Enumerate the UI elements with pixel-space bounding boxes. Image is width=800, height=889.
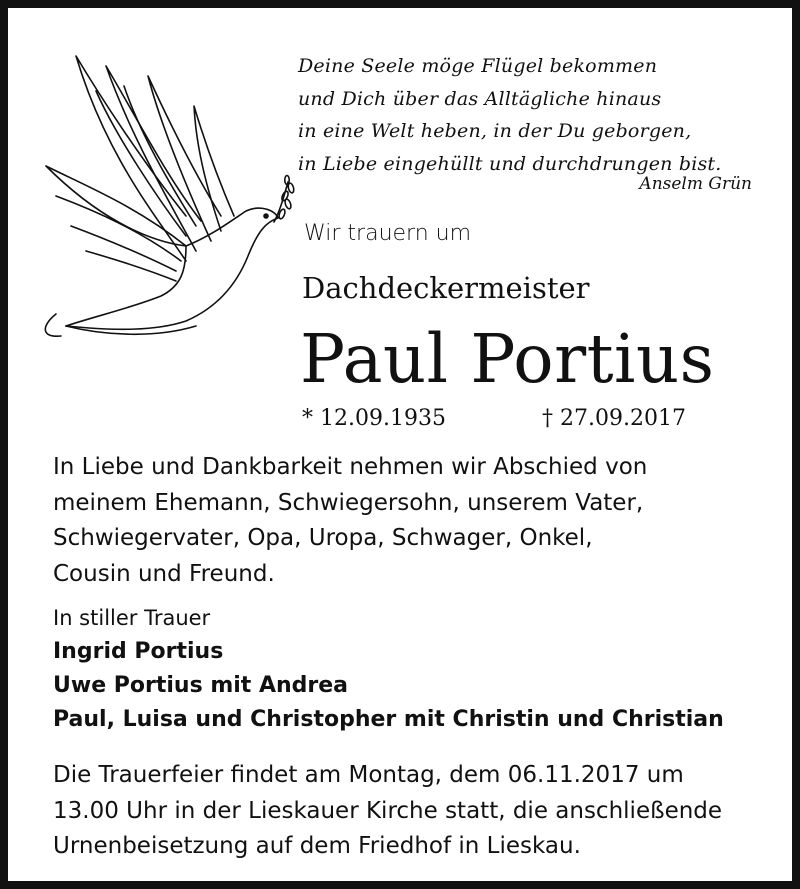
farewell-line: Schwiegervater, Opa, Uropa, Schwager, Onkel, — [53, 525, 593, 551]
poem-line: in eine Welt heben, in der Du geborgen, — [298, 120, 692, 142]
mourners-heading: In stiller Trauer — [53, 606, 211, 630]
mourner-name: Paul, Luisa und Christopher mit Christin und Christian — [53, 707, 724, 732]
mourners-block — [53, 601, 773, 737]
dove-icon — [36, 46, 298, 346]
mourner-name: Ingrid Portius — [53, 639, 224, 664]
service-line: Die Trauerfeier findet am Montag, dem 06.11.2017 um — [53, 762, 684, 788]
poem-line: und Dich über das Alltägliche hinaus — [298, 87, 662, 110]
mourner-name: Uwe Portius mit Andrea — [53, 673, 349, 698]
mourning-intro: Wir trauern um — [304, 221, 472, 246]
service-info — [53, 758, 773, 865]
birth-date: * 12.09.1935 — [302, 406, 446, 431]
poem-line: in Liebe eingehüllt und durchdrungen bist. — [298, 152, 722, 175]
farewell-line: meinem Ehemann, Schwiegersohn, unserem Vater, — [53, 489, 644, 516]
deceased-name: Paul Portius — [300, 320, 715, 398]
service-line: Urnenbeisetzung auf dem Friedhof in Lieskau. — [53, 833, 581, 859]
poem-line: Deine Seele möge Flügel bekommen — [298, 55, 658, 77]
profession: Dachdeckermeister — [302, 271, 590, 305]
poem — [298, 50, 768, 180]
death-date: † 27.09.2017 — [542, 406, 686, 431]
farewell-text — [53, 450, 773, 592]
service-line: 13.00 Uhr in der Lieskauer Kirche statt, die anschließende — [53, 797, 723, 824]
farewell-line: Cousin und Freund. — [53, 560, 275, 587]
farewell-line: In Liebe und Dankbarkeit nehmen wir Abschied von — [53, 454, 648, 480]
poem-author: Anselm Grün — [639, 174, 752, 194]
